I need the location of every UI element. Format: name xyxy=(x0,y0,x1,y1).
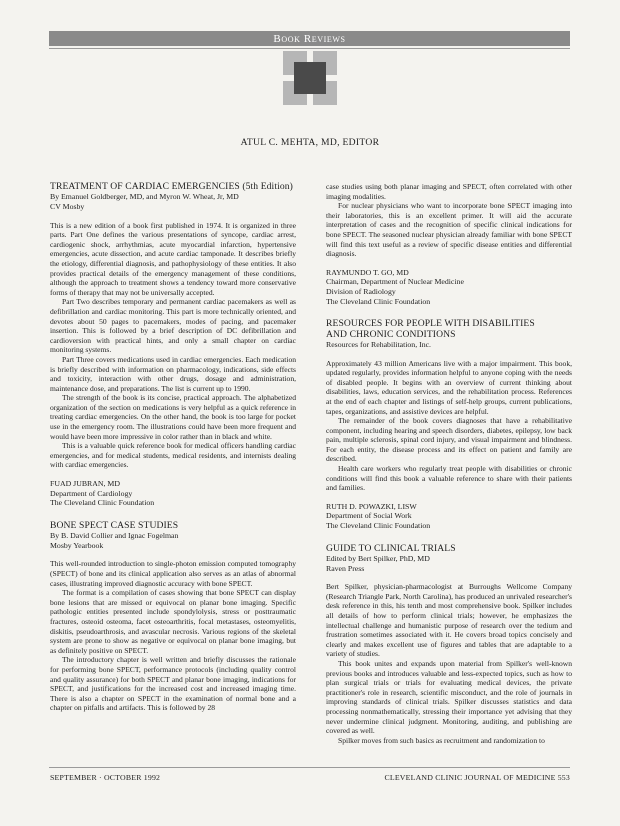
reviewer-department: Department of Cardiology xyxy=(50,488,133,498)
section-logo-icon xyxy=(283,51,337,105)
section-title: Book Reviews xyxy=(273,32,346,45)
review-paragraph: Bert Spilker, physician-pharmacologist at Burroughs Wellcome Company (Research Triangle Park, North Carolina), has produced an unrivaled researcher's desk reference in this, his tenth and most comprehensive book. Spilker includes all details of how to perform clinical trials; however, he emphasizes the intellectual challenge and humanistic purpose of research over the tedium and frustration sometimes associated with it. He covers broad topics concisely and clearly and makes excellent use of figures and tables that are adaptable to a variety of studies. xyxy=(326,582,572,659)
review-bone-spect xyxy=(50,521,296,713)
reviewer-department: Chairman, Department of Nuclear Medicine xyxy=(326,277,464,287)
editor-credit: ATUL C. MEHTA, MD, EDITOR xyxy=(240,137,380,148)
review-disabilities-resources xyxy=(326,319,572,531)
review-paragraph: This is a new edition of a book first published in 1974. It is organized in three parts. Part One defines the various presentations of syncope, cardiac arrest, cardiogenic shock, arrhythmias, acute myocardial infarction, hypertensive emergencies, acute dissection, and acute cardiac tamponade. It describes briefly the etiology, differential diagnosis, and pathophysiology of these entities. It also provides practical details of the emergency management of these conditions, although the approach to treatment shows a tendency toward more conservative forms of therapy that may not be universally accepted. xyxy=(50,220,296,297)
reviewer-name: RUTH D. POWAZKI, LISW xyxy=(326,501,417,511)
section-header-bar xyxy=(49,31,570,46)
review-publisher: Resources for Rehabilitation, Inc. xyxy=(326,339,432,349)
review-paragraph: Approximately 43 million Americans live with a major impairment. This book, updated regularly, provides information helpful to anyone coping with the needs of disabled people. It begins with an overview of current thinking about disabilities, laws, education services, and the rehabilitation process. References at the end of each chapter and listings of self-help groups, current publications, tapes, organizations, and assistive devices are helpful. xyxy=(326,358,572,416)
review-authors: Edited by Bert Spilker, PhD, MD xyxy=(326,554,430,564)
reviewer-organization: The Cleveland Clinic Foundation xyxy=(50,498,155,508)
review-paragraph: For nuclear physicians who want to incorporate bone SPECT imaging into their laboratories, this is an excellent primer. It will aid the accurate interpretation of cases and the recognition of specific clinical indications for bone SPECT. The seasoned nuclear physician already familiar with bone SPECT will find this text useful as a review of specific disease entities and differential diagnosis. xyxy=(326,201,572,259)
review-clinical-trials xyxy=(326,544,572,746)
review-paragraph: This well-rounded introduction to single-photon emission computed tomography (SPECT) of bone and its clinical application also serves as an atlas of abnormal cases, illustrating improved diagnostic accuracy with bone SPECT. xyxy=(50,559,296,588)
header-divider xyxy=(49,48,570,49)
review-title: TREATMENT OF CARDIAC EMERGENCIES (5th Edition) xyxy=(50,181,293,192)
reviewer-organization: The Cleveland Clinic Foundation xyxy=(326,521,431,531)
review-title-line-1: RESOURCES FOR PEOPLE WITH DISABILITIES xyxy=(326,318,535,330)
review-paragraph: The introductory chapter is well written and briefly discusses the rationale for performing bone SPECT, performance protocols (including quality control and quality assurance) for both SPECT and planar bone imaging, indications for SPECT, and justifications for the increased cost and increased imaging time. There is also a chapter on SPECT in the examination of normal bone and a chapter on pitfalls and artifacts. This is followed by 28 xyxy=(50,655,296,713)
review-paragraph: Spilker moves from such basics as recruitment and randomization to xyxy=(338,735,545,745)
logo-center-square xyxy=(294,62,326,94)
review-paragraph: This book unites and expands upon material from Spilker's well-known previous books and introduces valuable and less-expected topics, such as how to plan surgical trials or trials for evaluating medical devices, the private practitioner's role in research, scientific misconduct, and the role of journals in improving standards of clinical trials. Spilker discusses statistics and data processing nonmathematically, stressing their importance yet advising that they never undermine clinical judgment. Monitoring, auditing, and publishing are covered as well. xyxy=(326,658,572,736)
review-publisher: Raven Press xyxy=(326,563,365,573)
reviewer-department: Department of Social Work xyxy=(326,511,412,521)
footer-divider xyxy=(49,767,570,768)
review-paragraph: Part Two describes temporary and permanent cardiac pacemakers as well as defibrillation and cardiac monitoring. This part is more technically oriented, and devotes about 50 pages to pacemakers, modes of pacing, and pacemaker insertion. This is followed by a brief description of DC defibrillation and cardioversion with practical hints, and only a small chapter on cardiac monitoring systems. xyxy=(50,297,296,355)
review-paragraph: The remainder of the book covers diagnoses that have a rehabilitative component, including hearing and speech disorders, diabetes, epilepsy, low back pain, multiple sclerosis, spinal cord injury, and visual impairment and blindness. For each entity, the disease process and its effect on patient and family are described. xyxy=(326,416,572,464)
reviewer-name: FUAD JUBRAN, MD xyxy=(50,479,120,489)
review-paragraph: The strength of the book is its concise, practical approach. The alphabetized organization of the section on medications is very helpful as a quick reference in treating cardiac emergencies. On the other hand, the book is too large for pocket use in the emergency room. The illustrations could have been more frequent and would have been more impressive in color rather than in black and white. xyxy=(50,393,296,441)
review-title: BONE SPECT CASE STUDIES xyxy=(50,519,179,531)
left-column xyxy=(50,182,296,713)
review-paragraph: case studies using both planar imaging and SPECT, often correlated with other imaging modalities. xyxy=(326,182,572,201)
footer-date: SEPTEMBER · OCTOBER 1992 xyxy=(50,773,161,782)
reviewer-organization: The Cleveland Clinic Foundation xyxy=(326,296,431,306)
footer-journal-page: CLEVELAND CLINIC JOURNAL OF MEDICINE 553 xyxy=(384,773,570,782)
review-publisher: CV Mosby xyxy=(50,202,85,211)
review-paragraph: Part Three covers medications used in cardiac emergencies. Each medication is briefly described with information on pharmacology, indications, side effects and toxicity, interaction with other drugs, dosage and administration, maintenance dose, and preparations. The list is current up to 1990. xyxy=(50,354,296,393)
review-title-line-2: AND CHRONIC CONDITIONS xyxy=(326,328,456,340)
review-authors: By Emanuel Goldberger, MD, and Myron W. Wheat, Jr, MD xyxy=(50,192,239,202)
review-title: GUIDE TO CLINICAL TRIALS xyxy=(326,542,456,554)
review-bone-spect-continued xyxy=(326,182,572,306)
review-paragraph: Health care workers who regularly treat people with disabilities or chronic conditions will find this book a valuable reference to share with their patients and families. xyxy=(326,464,572,493)
review-cardiac-emergencies xyxy=(50,182,296,508)
review-authors: By B. David Collier and Ignac Fogelman xyxy=(50,531,179,541)
reviewer-name: RAYMUNDO T. GO, MD xyxy=(326,267,409,277)
review-publisher: Mosby Yearbook xyxy=(50,540,104,550)
right-column xyxy=(326,182,572,745)
review-paragraph: The format is a compilation of cases showing that bone SPECT can display bone lesions that are missed or equivocal on planar bone imaging. Specific pathologic entities presented include spondylolysis, stress or posttraumatic fractures, osteoid osteoma, facet osteoarthritis, focal metastases, osteomyelitis, diskitis, pseudoarthrosis, and avascular necrosis. Various regions of the skeletal system are prone to show as negative or equivocal on planar bone imaging, but as definitely positive on SPECT. xyxy=(50,588,296,655)
review-paragraph: This is a valuable quick reference book for medical officers handling cardiac emergencies, and for medical students, medical residents, and internists dealing with cardiac emergencies. xyxy=(50,441,296,470)
reviewer-division: Division of Radiology xyxy=(326,286,396,296)
